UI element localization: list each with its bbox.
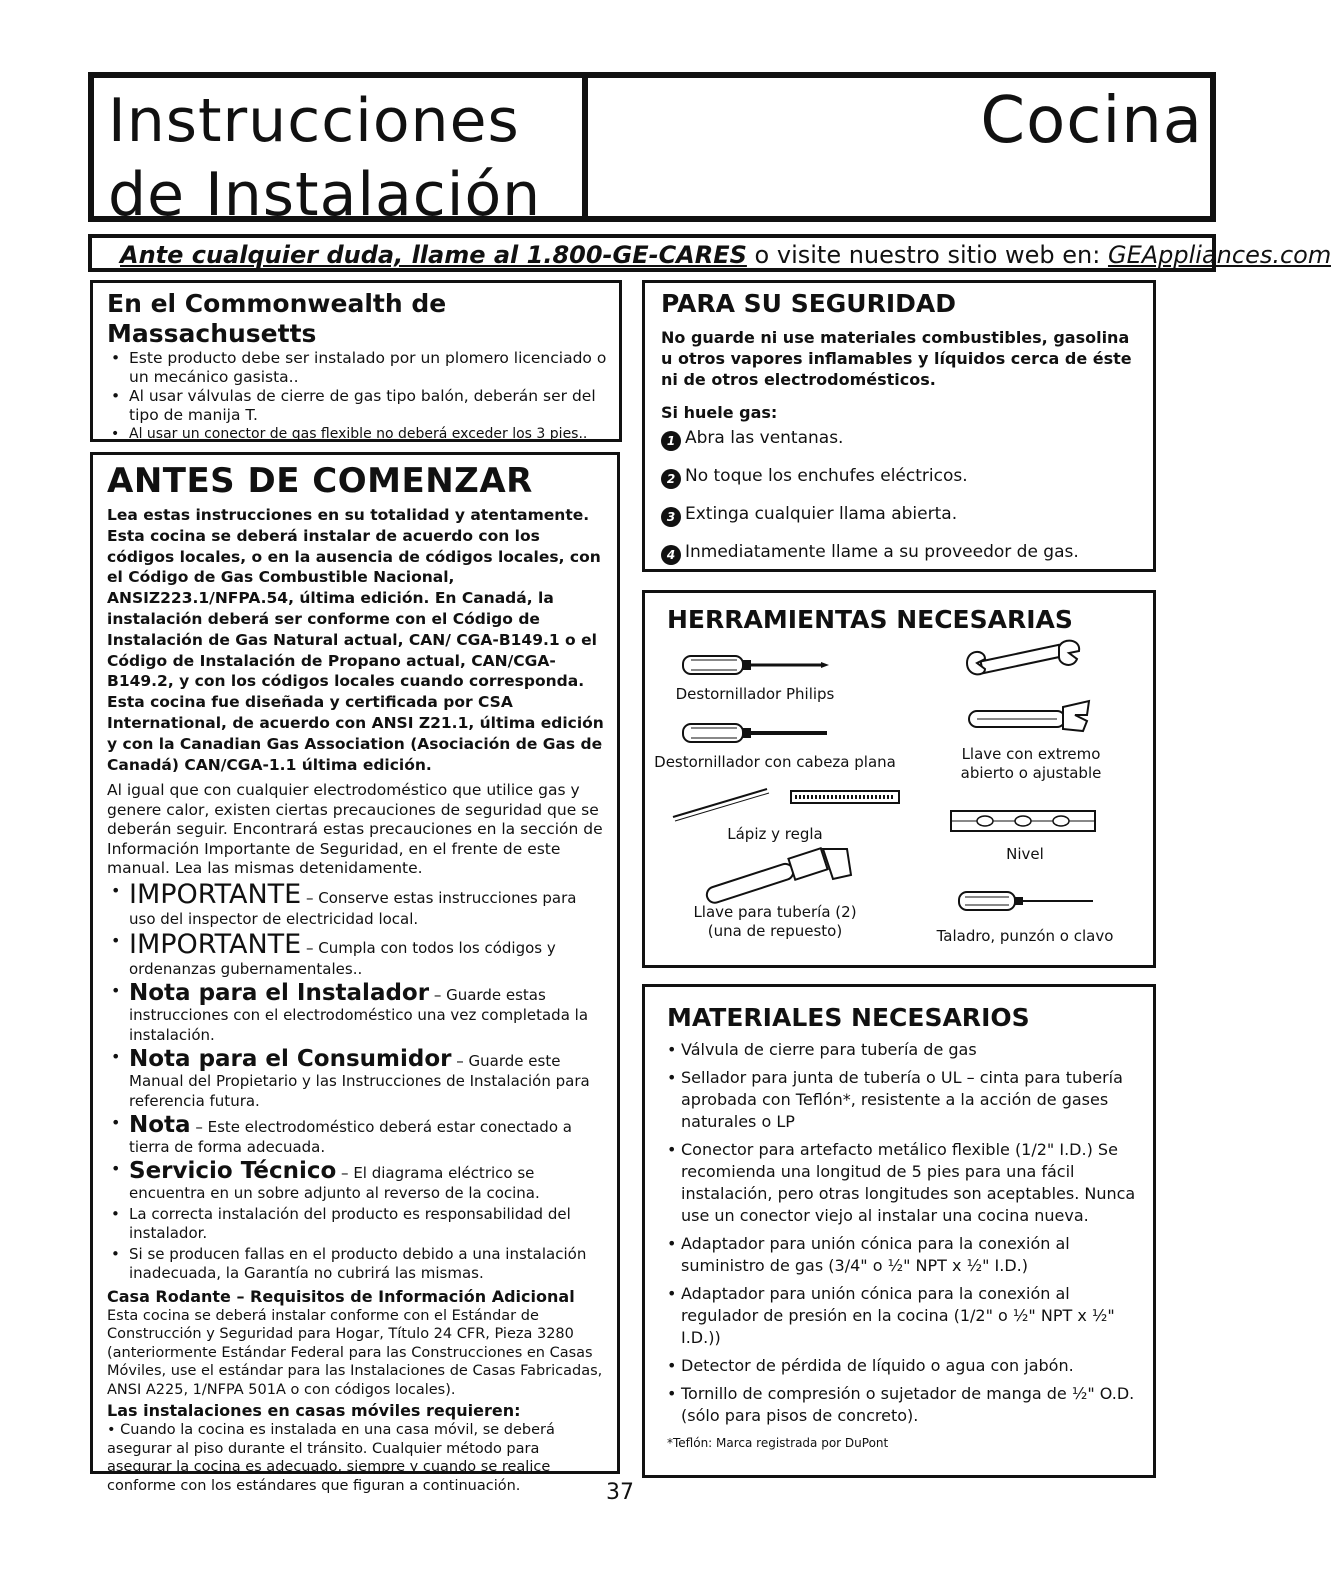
note-item [107,1159,607,1203]
step-number-icon: 4 [661,545,681,565]
list-item: • Adaptador para unión cónica para la conexión al regulador de presión en la cocina (1/2" o ½" NPT x ½" I.D.)) [667,1283,1141,1349]
list-item: • La correcta instalación del producto es responsabilidad del instalador. [107,1205,607,1243]
antes-bold-paragraph: Lea estas instrucciones en su totalidad y atentamente. Esta cocina se deberá instalar de acuerdo con los códigos locales, o en la ausencia de códigos locales, con el Código de Gas Combustible Nacional, ANSIZ223.1/NFPA.54, última edición. En Canadá, la instalación deberá ser conforme con el Código de Instalación de Gas Natural actual, CAN/ CGA-B149.1 o el Código de Instalación de Propano actual, CAN/CGA-B149.2, y con los códigos locales cuando corresponda. Esta cocina fue diseñada y certificada por CSA International, de acuerdo con ANSI Z21.1, última edición y con la Canadian Gas Association (Asociación de Gas de Canadá) CAN/CGA-1.1 última edición. [107,506,604,774]
tool-label [941,745,1121,783]
antes-title: ANTES DE COMENZAR [107,461,533,501]
massachusetts-title: En el Commonwealth de Massachusetts [107,289,447,348]
tool-label-line: Llave con extremo [961,745,1101,763]
mobile-requirements-text: • Cuando la cocina es instalada en una casa móvil, se deberá asegurar al piso durante el tránsito. Cualquier método para asegurar la cocina es adecuado, siempre y cuando se realice conforme con los estándares que figuran a continuación. [107,1422,555,1494]
list-item: • Si se producen fallas en el producto debido a una instalación inadecuada, la Garantía no cubrirá las mismas. [107,1245,607,1283]
note-item [107,1047,607,1111]
gas-smell-title: Si huele gas: [661,403,778,422]
tool-label-line: (una de repuesto) [707,922,843,940]
seguridad-title: PARA SU SEGURIDAD [661,289,956,318]
gas-step [661,465,1141,489]
note-text: – Este electrodoméstico deberá estar conectado a tierra de forma adecuada. [129,1117,572,1156]
step-text: No toque los enchufes eléctricos. [685,466,968,486]
header-divider [582,72,588,222]
footnote: *Teflón: Marca registrada por DuPont [667,1436,889,1450]
list-item: • Válvula de cierre para tubería de gas [667,1039,1141,1061]
philips-screwdriver-icon [681,653,831,677]
step-text: Abra las ventanas. [685,428,844,448]
mobile-home-title: Casa Rodante – Requisitos de Información Adicional [107,1286,575,1306]
seguridad-warning: No guarde ni use materiales combustibles, gasolina u otros vapores inflamables y líquidos cerca de éste ni de otros electrodomésticos. [661,328,1132,389]
tool-label: Nivel [1006,845,1044,863]
mobile-requirements-title: Las instalaciones en casas móviles requieren: [107,1401,521,1421]
note-item [107,981,607,1045]
tool-label-line: abierto o ajustable [960,764,1102,782]
contact-website-link[interactable]: GEAppliances.com [1107,241,1331,269]
herramientas-box [642,590,1156,968]
title-line-2: de Instalación [108,160,542,230]
step-number-icon: 2 [661,469,681,489]
gas-step [661,541,1141,565]
adjustable-wrench-icon [963,697,1093,737]
contact-phone[interactable]: Ante cualquier duda, llame al 1.800-GE-CARES [120,241,747,269]
list-item: • Este producto debe ser instalado por un plomero licenciado o un mecánico gasista.. [107,349,609,387]
note-text: – Cumpla con todos los códigos y ordenanzas gubernamentales.. [129,938,556,978]
notes-list [107,878,607,1283]
contact-text: o visite nuestro sitio web en: [746,241,1108,269]
page-number: 37 [606,1480,634,1505]
note-item [107,1113,607,1157]
note-text: – Conserve estas instrucciones para uso del inspector de electricidad local. [129,888,577,928]
antes-de-comenzar-box [90,452,620,1494]
pipe-wrench-icon [701,845,861,901]
list-item: • Sellador para junta de tubería o UL – cinta para tubería aprobada con Teflón*, resistente a la acción de gases naturales o LP [667,1067,1141,1133]
gas-step [661,503,1141,527]
gas-step [661,427,1141,451]
massachusetts-list [107,349,609,443]
note-text: – Guarde estas instrucciones con el electrodoméstico una vez completada la instalación. [129,985,589,1044]
list-item: • Al usar un conector de gas flexible no deberá exceder los 3 pies.. [107,425,609,443]
note-text: – El diagrama eléctrico se encuentra en un sobre adjunto al reverso de la cocina. [129,1163,540,1202]
list-item: • Al usar válvulas de cierre de gas tipo balón, deberán ser del tipo de manija T. [107,387,609,425]
tool-label: Destornillador Philips [675,685,835,703]
mobile-home-text: Esta cocina se deberá instalar conforme con el Estándar de Construcción y Seguridad para Hogar, Título 24 CFR, Pieza 3280 (anteriormente Estándar Federal para las Construcciones en Casas Móviles, use el estándar para las Instalaciones de Casas Fabricadas, ANSI A225, 1/NFPA 501A o con códigos locales). [107,1307,603,1398]
tool-label: Taladro, punzón o clavo [936,927,1114,945]
antes-paragraph: Al igual que con cualquier electrodoméstico que utilice gas y genere calor, existen ciertas precauciones de seguridad que se deberán seguir. Encontrará estas precauciones en la sección de Información Importante de Seguridad, en el frente de este manual. Lea las mismas detenidamente. [107,781,603,878]
materiales-box [642,984,1156,1478]
note-item [107,878,607,929]
open-end-wrench-icon [963,637,1083,683]
step-number-icon: 1 [661,431,681,451]
tool-label-line: Llave para tubería (2) [693,903,857,921]
contact-banner [88,234,1331,272]
note-lead: IMPORTANTE [129,878,302,910]
step-text: Inmediatamente llame a su proveedor de gas. [685,542,1079,562]
step-number-icon: 3 [661,507,681,527]
note-item [107,928,607,979]
tool-label: Destornillador con cabeza plana [654,753,896,771]
tool-label: Lápiz y regla [727,825,823,843]
level-icon [949,807,1099,837]
product-title: Cocina [980,84,1203,158]
materiales-title: MATERIALES NECESARIOS [667,1003,1030,1032]
note-lead: Nota para el Consumidor [129,1045,452,1072]
list-item: • Adaptador para unión cónica para la conexión al suministro de gas (3/4" o ½" NPT x ½" I.D.) [667,1233,1141,1277]
pencil-ruler-icon [671,783,901,823]
step-text: Extinga cualquier llama abierta. [685,504,958,524]
list-item: • Conector para artefacto metálico flexible (1/2" I.D.) Se recomienda una longitud de 5 pies para una fácil instalación, pero otras longitudes son aceptables. Nunca use un conector viejo al instalar una cocina nueva. [667,1139,1141,1227]
note-lead: Servicio Técnico [129,1157,337,1184]
note-lead: Nota [129,1111,191,1138]
herramientas-title: HERRAMIENTAS NECESARIAS [667,605,1073,634]
mobile-requirements-body: Cuando la cocina es instalada en una casa móvil, se deberá asegurar al piso durante el tránsito. Cualquier método para asegurar la cocina es adecuado, siempre y cuando se realice conforme con los estándares que figuran a continuación. [107,1422,555,1494]
title-line-1: Instrucciones [108,86,520,156]
flat-screwdriver-icon [681,721,831,745]
tool-label [675,903,875,941]
massachusetts-box [90,280,622,442]
seguridad-box [642,280,1156,572]
drill-awl-icon [957,889,1097,913]
list-item: • Detector de pérdida de líquido o agua con jabón. [667,1355,1141,1377]
list-item: • Tornillo de compresión o sujetador de manga de ½" O.D. (sólo para pisos de concreto). [667,1383,1141,1427]
note-text: – Guarde este Manual del Propietario y las Instrucciones de Instalación para referencia futura. [129,1051,590,1110]
note-lead: IMPORTANTE [129,928,302,960]
document-title [108,84,541,232]
materiales-list [667,1039,1141,1427]
note-lead: Nota para el Instalador [129,979,430,1006]
